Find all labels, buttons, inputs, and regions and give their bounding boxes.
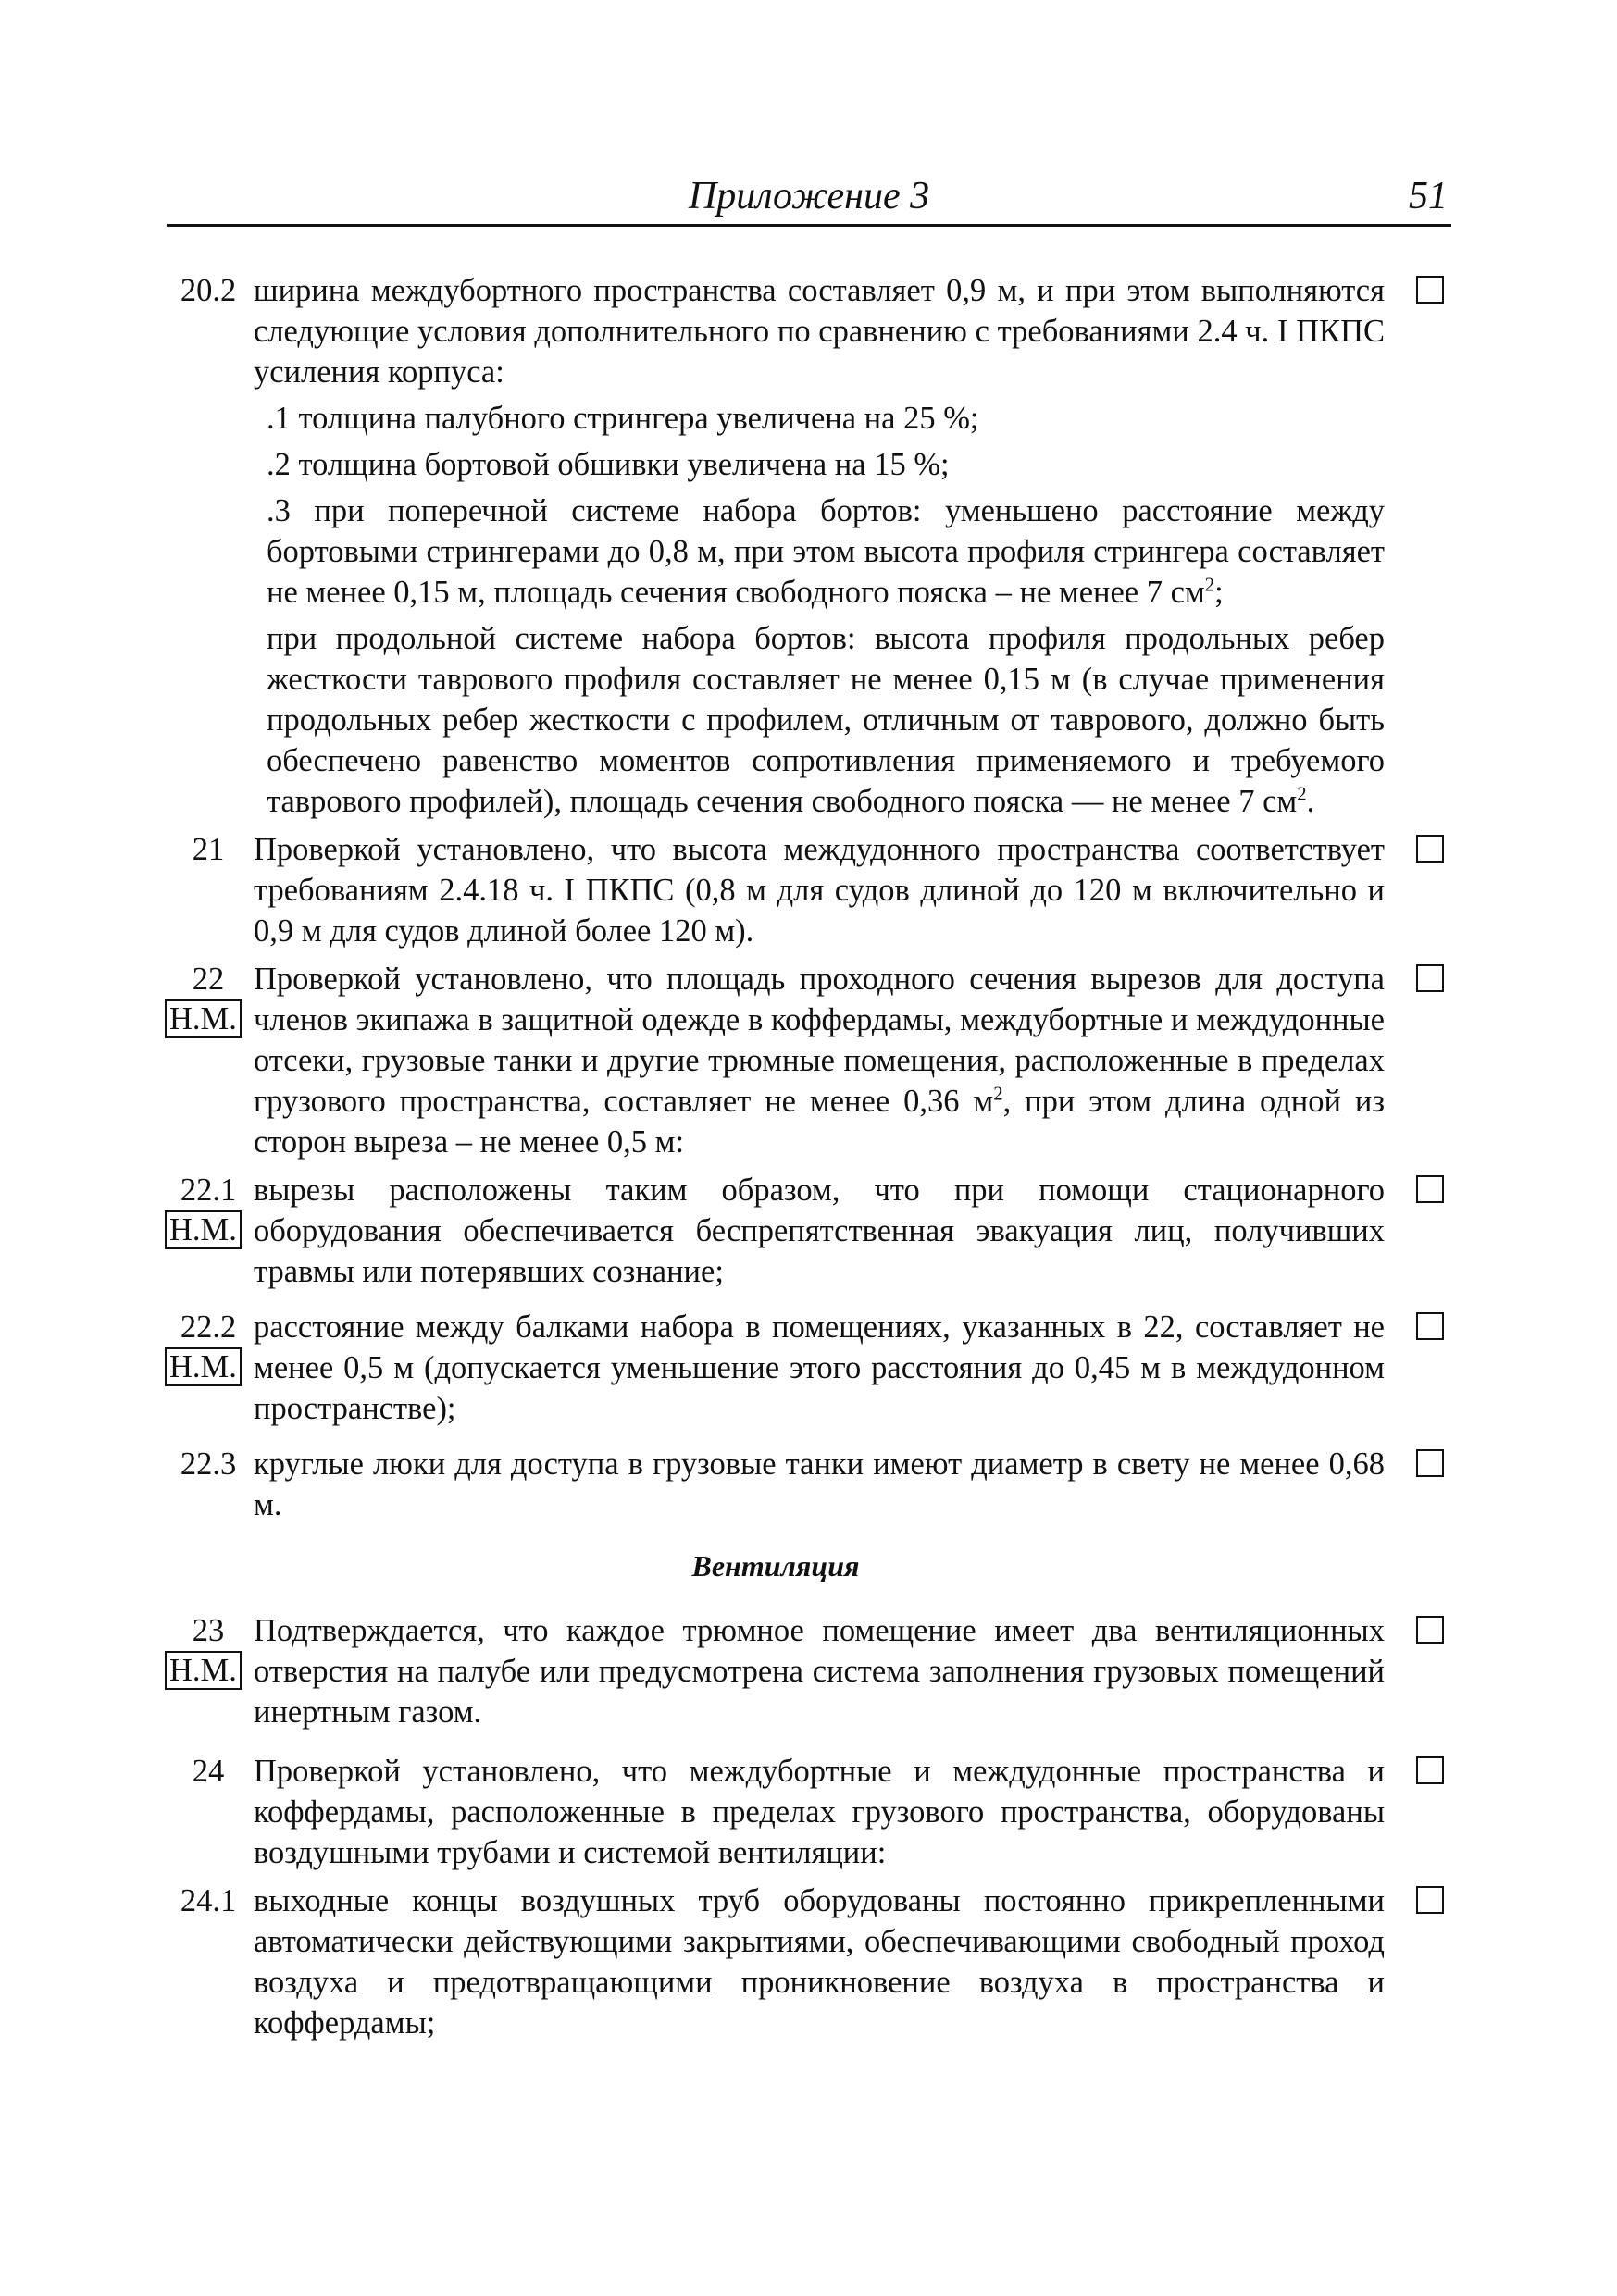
sub-item-1: .1 толщина палубного стрингера увеличена на 25 %;: [267, 401, 979, 436]
item-text: Подтверждается, что каждое трюмное помещение имеет два вентиляционных отверстия на палубе или предусмотрена система заполнения грузовых помещений инертным газом.: [254, 1613, 1385, 1730]
hm-badge: Н.М.: [165, 1210, 242, 1249]
checkbox[interactable]: [1416, 835, 1444, 863]
item-text: круглые люки для доступа в грузовые танки имеют диаметр в свету не менее 0,68 м.: [254, 1446, 1385, 1522]
item-number: 20.2: [180, 273, 237, 308]
item-22-1: [167, 1170, 1462, 1292]
sub-item-3: [254, 490, 1385, 613]
item-24-1: [167, 1880, 1462, 2043]
punctuation: .: [1306, 784, 1315, 819]
item-number: 22.2: [180, 1309, 237, 1345]
checkbox[interactable]: [1416, 1616, 1444, 1644]
item-number: 22.1: [180, 1173, 237, 1208]
sub-item-3-text: .3 при поперечной системе набора бортов: уменьшено расстояние между бортовыми стрингерами до 0,8 м, при этом высота профиля стрингера составляет не менее 0,15 м, площадь сечения свободного пояска – не менее 7 см: [267, 493, 1385, 610]
item-number: 22.3: [180, 1446, 237, 1482]
item-23: [167, 1610, 1462, 1732]
item-text: вырезы расположены таким образом, что при помощи стационарного оборудования обеспечивается беспрепятственная эвакуация лиц, получивших травмы или потерявших сознание;: [254, 1173, 1385, 1289]
hm-badge: Н.М.: [165, 999, 242, 1038]
checkbox[interactable]: [1416, 1449, 1444, 1477]
sub-item-4-text: при продольной системе набора бортов: высота профиля продольных ребер жесткости таврового профиля составляет не менее 0,15 м (в случае применения продольных ребер жесткости с профилем, отличным от таврового, должно быть обеспечено равенство моментов сопротивления применяемого и требуемого таврового профилей), площадь сечения свободного пояска — не менее 7 см: [267, 621, 1385, 819]
item-number: 24: [192, 1754, 225, 1789]
item-number: 21: [192, 832, 225, 867]
page-header: [167, 172, 1451, 227]
checkbox[interactable]: [1416, 276, 1444, 304]
punctuation: ;: [1214, 575, 1224, 610]
hm-badge: Н.М.: [165, 1651, 242, 1690]
item-text: выходные концы воздушных труб оборудованы постоянно прикрепленными автоматически действующими закрытиями, обеспечивающими свободный проход воздуха и предотвращающими проникновение воздуха в пространства и коффердамы;: [254, 1883, 1385, 2041]
item-number: 23: [192, 1613, 225, 1648]
checkbox[interactable]: [1416, 1886, 1444, 1914]
item-text: [254, 959, 1385, 1162]
item-22: [167, 959, 1462, 1162]
item-number: 24.1: [180, 1883, 237, 1918]
checklist: [167, 270, 1462, 2051]
item-22-3: [167, 1444, 1462, 1525]
page-number: 51: [1409, 175, 1448, 217]
item-text: Проверкой установлено, что междубортные и междудонные пространства и коффердамы, расположенные в пределах грузового пространства, оборудованы воздушными трубами и системой вентиляции:: [254, 1754, 1385, 1870]
checkbox[interactable]: [1416, 964, 1444, 992]
hm-badge: Н.М.: [165, 1347, 242, 1386]
superscript: 2: [993, 1084, 1003, 1105]
item-text: ширина междубортного пространства составляет 0,9 м, и при этом выполняются следующие условия дополнительного по сравнению с требованиями 2.4 ч. I ПКПС усиления корпуса:: [254, 273, 1385, 390]
section-heading-ventilation: Вентиляция: [691, 1549, 860, 1582]
item-number: 22: [192, 962, 225, 997]
superscript: 2: [1297, 784, 1307, 805]
item-text-a: Проверкой установлено, что площадь проходного сечения вырезов для доступа членов экипажа в защитной одежде в коффердамы, междубортные и междудонные отсеки, грузовые танки и другие трюмные помещения, расположенные в пределах грузового пространства, составляет не менее 0,36 м: [254, 962, 1385, 1119]
sub-item-2: .2 толщина бортовой обшивки увеличена на 15 %;: [267, 447, 950, 482]
item-text-b: , при этом длина одной из сторон выреза – не менее 0,5 м:: [254, 1084, 1385, 1160]
item-20-2: [167, 270, 1462, 822]
checkbox[interactable]: [1416, 1175, 1444, 1203]
sub-item-4: [254, 618, 1385, 822]
checkbox[interactable]: [1416, 1312, 1444, 1340]
item-text: Проверкой установлено, что высота междудонного пространства соответствует требованиям 2.4.18 ч. I ПКПС (0,8 м для судов длиной до 120 м включительно и 0,9 м для судов длиной более 120 м).: [254, 832, 1385, 949]
item-24: [167, 1751, 1462, 1873]
superscript: 2: [1204, 575, 1215, 596]
page-title: Приложение 3: [688, 175, 930, 217]
item-22-2: [167, 1307, 1462, 1429]
checkbox[interactable]: [1416, 1756, 1444, 1784]
item-text: расстояние между балками набора в помещениях, указанных в 22, составляет не менее 0,5 м (допускается уменьшение этого расстояния до 0,45 м в междудонном пространстве);: [254, 1309, 1385, 1426]
item-21: [167, 829, 1462, 951]
